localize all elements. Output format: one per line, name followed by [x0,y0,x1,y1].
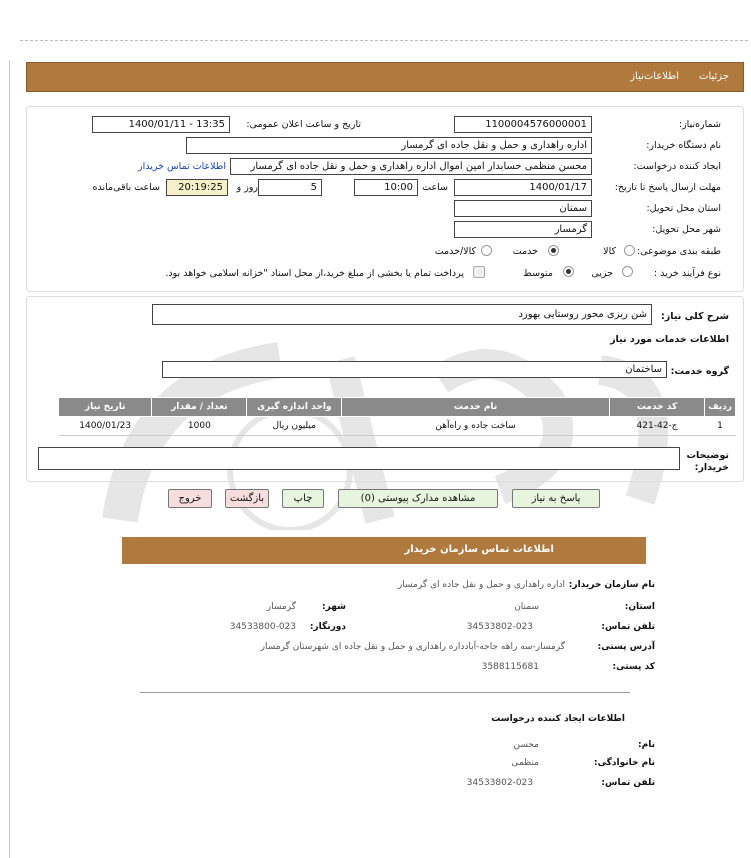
deadline-date-field: 1400/01/17 [454,179,592,196]
category-goods-radio[interactable] [624,245,635,256]
first-name-value: محسن [513,740,539,750]
col-row: ردیف [705,398,736,417]
fax-value: 34533800-023 [229,622,296,632]
contact-phone-value: 34533802-023 [466,622,533,632]
province-field: سمنان [454,200,592,217]
services-table [58,397,736,436]
table-row [59,417,736,436]
cell-service-code: ج-42-421 [609,417,704,436]
remaining-label: ساعت باقی‌مانده [92,182,160,193]
buyer-field: اداره راهداری و حمل و نقل جاده ای گرمسار [186,137,592,154]
back-button[interactable]: بازگشت [225,489,269,508]
services-title: اطلاعات خدمات مورد نیاز [610,334,729,345]
category-service-radio[interactable] [548,245,559,256]
cell-row: 1 [705,417,736,436]
creator-phone-label: تلفن تماس: [601,778,655,788]
creator-field: محسن منظمی حسابدار امین اموال اداره راهداری و حمل و نقل جاده ای گرمسار [230,158,592,175]
col-unit: واحد اندازه گیری [247,398,342,417]
last-name-value: منظمی [511,758,539,768]
treasury-payment-note: پرداخت تمام یا بخشی از مبلغ خرید،از محل اسناد "خزانه اسلامی خواهد بود. [165,268,464,279]
buyer-notes-label: توضیحات خریدار: [686,450,729,473]
creator-label: ایجاد کننده درخواست: [633,161,721,172]
deadline-time-field: 10:00 [354,179,418,196]
exit-button[interactable]: خروج [168,489,212,508]
process-partial-label: جزیی [591,268,613,279]
postal-value: 3588115681 [481,662,539,672]
attachments-button[interactable]: مشاهده مدارک پیوستی (0) [338,489,498,508]
col-service-code: کد خدمت [609,398,704,417]
cell-unit: میلیون ریال [247,417,342,436]
category-goods-label: کالا [603,246,616,257]
top-divider [20,40,748,41]
deadline-label: مهلت ارسال پاسخ تا تاریخ: [614,182,721,193]
left-border [9,60,10,858]
group-field: ساختمان [162,361,667,378]
deadline-time-label: ساعت [422,182,448,193]
address-value: گرمسار-سه راهه جاجه-آبادداره راهداری و حمل و نقل جاده ای شهرستان گرمسار [260,642,565,652]
col-quantity: تعداد / مقدار [152,398,247,417]
contact-province-value: سمنان [514,602,539,612]
need-form-panel [26,106,744,292]
fax-label: دورنگار: [309,622,346,632]
contact-title: اطلاعات تماس سازمان خریدار [404,544,554,555]
print-button[interactable]: چاپ [282,489,324,508]
days-field: 5 [258,179,322,196]
contact-city-value: گرمسار [266,602,296,612]
postal-label: کد پستی: [612,662,655,672]
creator-phone-value: 34533802-023 [466,778,533,788]
city-field: گرمسار [454,221,592,238]
category-service-label: خدمت [512,246,538,257]
org-label: نام سازمان خریدار: [568,580,655,590]
page-header [26,62,744,92]
need-number-field: 1100004576000001 [454,116,592,133]
cell-service-name: ساخت جاده و راه‌آهن [342,417,610,436]
process-label: نوع فرآیند خرید : [653,268,721,279]
category-both-label: کالا/خدمت [434,246,476,257]
tab-details[interactable]: جزئیات [699,71,729,82]
col-service-name: نام خدمت [342,398,610,417]
city-label: شهر محل تحویل: [652,224,721,235]
process-medium-label: متوسط [523,268,553,279]
buyer-notes-field [38,447,680,470]
process-medium-radio[interactable] [563,266,574,277]
contact-header [122,537,646,564]
table-header-row [59,398,736,417]
tab-need-info[interactable]: اطلاعات‌نیاز [630,71,679,82]
category-both-radio[interactable] [481,245,492,256]
cell-quantity: 1000 [152,417,247,436]
province-label: استان محل تحویل: [646,203,721,214]
creator-section-title: اطلاعات ایجاد کننده درخواست [491,714,625,724]
summary-field: شن ریزی محور روستایی بهورد [152,304,652,325]
contact-phone-label: تلفن تماس: [601,622,655,632]
col-need-date: تاریخ نیاز [59,398,152,417]
need-number-label: شماره‌نیاز: [678,119,721,130]
address-label: آدرس پستی: [597,642,655,652]
cell-need-date: 1400/01/23 [59,417,152,436]
org-value: اداره راهداری و حمل و نقل جاده ای گرمسار [397,580,565,590]
announce-field: 1400/01/11 - 13:35 [92,116,230,133]
last-name-label: نام خانوادگی: [593,758,655,768]
contact-province-label: استان: [624,602,655,612]
group-label: گروه خدمت: [670,366,729,377]
treasury-payment-checkbox[interactable] [473,266,485,278]
days-label: روز و [236,182,258,193]
process-partial-radio[interactable] [622,266,633,277]
buyer-label: نام دستگاه خریدار: [646,140,721,151]
contact-divider [140,692,630,693]
buyer-contact-link[interactable]: اطلاعات تماس خریدار [137,161,226,172]
announce-label: تاریخ و ساعت اعلان عمومی: [246,119,361,130]
first-name-label: نام: [638,740,655,750]
remaining-time-field: 20:19:25 [166,179,228,196]
summary-label: شرح کلی نیاز: [660,311,729,322]
contact-city-label: شهر: [322,602,346,612]
reply-button[interactable]: پاسخ به نیاز [512,489,600,508]
category-label: طبقه بندی موضوعی: [636,246,721,257]
